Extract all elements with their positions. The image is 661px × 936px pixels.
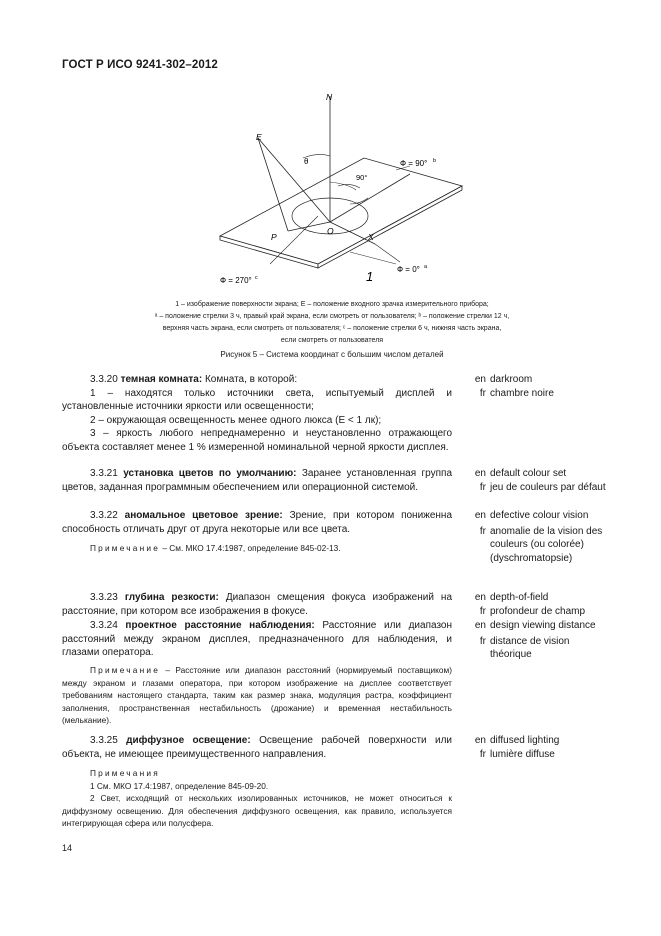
entry-term: установка цветов по умолчанию: [123,468,297,479]
lang-code-fr: fr [479,605,486,617]
label-one: 1 [366,269,374,284]
entry-term: аномальное цветовое зрение: [124,510,283,521]
term-fr: lumière diffuse [490,748,555,760]
figure-caption-line: верхняя часть экрана, если смотреть от пользователя; ᶜ – положение стрелки 6 ч, нижняя часть экрана, [162,325,502,332]
note-text: – Расстояние или диапазон расстояний (нормируемый поставщиком) между экраном и глазами оператора, при котором изображение на дисплее соответствует требованиям настоящего стандарта, таким как размер знака, модуляция растра, коэффициент заполнения, пространственная нестабильность (дрожание) и временная нестабильность (мелькание). [62,665,452,726]
label-phi90: Ф = 90° [400,159,428,168]
label-p: P [271,232,277,242]
figure-title: Рисунок 5 – Система координат с большим числом деталей [220,350,444,359]
lang-code-fr: fr [479,481,486,493]
lang-code-fr: fr [479,525,486,537]
entry-item: 1 – находятся только источники света, испытуемый дисплей и установленные источники яркости или освещенности; [62,387,452,413]
term-en: design viewing distance [490,620,596,631]
term-fr: distance de vision théorique [490,635,570,661]
term-en: defective colour vision [490,510,589,521]
equivalents-darkroom [470,373,610,400]
label-x: X [368,232,374,242]
entry-term: диффузное освещение: [126,735,251,746]
lang-code-fr: fr [479,387,486,399]
term-en: darkroom [490,374,533,385]
entry-term: проектное расстояние наблюдения: [125,620,315,631]
note-item: 1 См. МКО 17.4:1987, определение 845-09-20. [90,780,269,791]
entry-number: 3.3.25 [90,735,118,746]
term-en: depth-of-field [490,592,549,603]
entry-design-distance [62,619,452,660]
lang-code-fr: fr [479,748,486,760]
lang-code-en: en [474,592,486,603]
lang-code-fr: fr [479,635,486,647]
entry-defective-colour [62,509,452,536]
entry-definition: Освещение рабочей поверхности или объекта, не имеющее преимущественного направления. [62,735,453,760]
term-en: default colour set [490,468,567,479]
equivalents-design-distance [470,619,610,662]
notes-diffused [62,767,452,830]
label-theta: θ [304,157,309,166]
lang-code-en: en [474,510,486,521]
label-e: E [256,132,262,142]
entry-darkroom [62,373,452,455]
note-defective-colour [62,542,452,555]
entry-number: 3.3.22 [90,510,118,521]
entry-item: 3 – яркость любого непреднамеренно и неустановленно отражающего объекта составляет менее 1 % измеренной номинальной черной яркости дисплея. [62,428,452,453]
entry-definition: Заранее установленная группа цветов, заданная программным обеспечением или операционной системой. [62,468,453,493]
entry-definition: Диапазон смещения фокуса изображений на расстояние, при котором все изображения в фокусе. [62,592,453,617]
lang-code-en: en [474,468,486,479]
entry-number: 3.3.23 [90,592,118,603]
label-phi0-sup: a [424,264,428,270]
label-n: N [326,92,333,102]
figure-caption-line: если смотреть от пользователя [280,337,384,344]
entry-definition: Расстояние или диапазон расстояний между экраном дисплея, предназначенного для наблюдения, и глазами оператора. [62,620,452,659]
label-phi270: Ф = 270° [220,276,252,285]
term-fr: chambre noire [490,387,554,399]
equivalents-depth-of-field [470,591,610,618]
note-label: Примечание [90,665,161,675]
entry-definition: Зрение, при котором пониженна способность отличать друг от друга некоторые или все цвета. [62,510,453,535]
lang-code-en: en [474,620,486,631]
term-en: diffused lighting [490,735,560,746]
page-number: 14 [62,843,73,853]
equivalents-defective-colour [470,509,610,565]
label-ninety: 90° [356,173,368,182]
lang-code-en: en [474,735,486,746]
figure-caption-line: ᵃ – положение стрелки 3 ч, правый край экрана, если смотреть от пользователя; ᵇ – положение стрелки 12 ч, [154,313,510,320]
label-o: O [327,226,334,236]
entry-default-colour [62,467,452,494]
note-item: 2 Свет, исходящий от нескольких изолированных источников, не может относиться к диффузному освещению. Для обеспечения диффузного освещения, как правило, используется интегрирующая сфера или полусфера. [62,793,452,829]
figure-caption-line: 1 – изображение поверхности экрана; E – положение входного зрачка измерительного прибора; [175,301,489,308]
entry-depth-of-field [62,591,452,618]
equivalents-default-colour [470,467,610,494]
notes-label: Примечания [90,768,160,778]
note-label: Примечание [90,543,161,553]
label-phi0: Ф = 0° [397,265,420,274]
lang-code-en: en [474,374,486,385]
label-phi90-sup: b [433,158,437,164]
entry-diffused [62,734,452,761]
entry-number: 3.3.24 [90,620,118,631]
entry-item: 2 – окружающая освещенность менее одного люкса (E < 1 лк); [90,414,382,426]
label-phi270-sup: c [255,275,258,281]
entry-term: темная комната: [120,374,203,385]
document-header: ГОСТ Р ИСО 9241-302–2012 [62,59,218,71]
term-fr: jeu de couleurs par défaut [490,481,606,493]
equivalents-diffused [470,734,610,761]
entry-term: глубина резкости: [124,592,219,603]
note-text: – См. МКО 17.4:1987, определение 845-02-13. [160,543,341,553]
entry-number: 3.3.21 [90,468,118,479]
term-fr: anomalie de la vision des couleurs (ou colorée) (dyschromatopsie) [490,525,603,564]
term-fr: profondeur de champ [490,605,586,617]
coordinate-system-figure [200,86,480,296]
entry-number: 3.3.20 [90,374,118,385]
entry-definition: Комната, в которой: [204,374,298,385]
note-design-distance [62,664,452,727]
